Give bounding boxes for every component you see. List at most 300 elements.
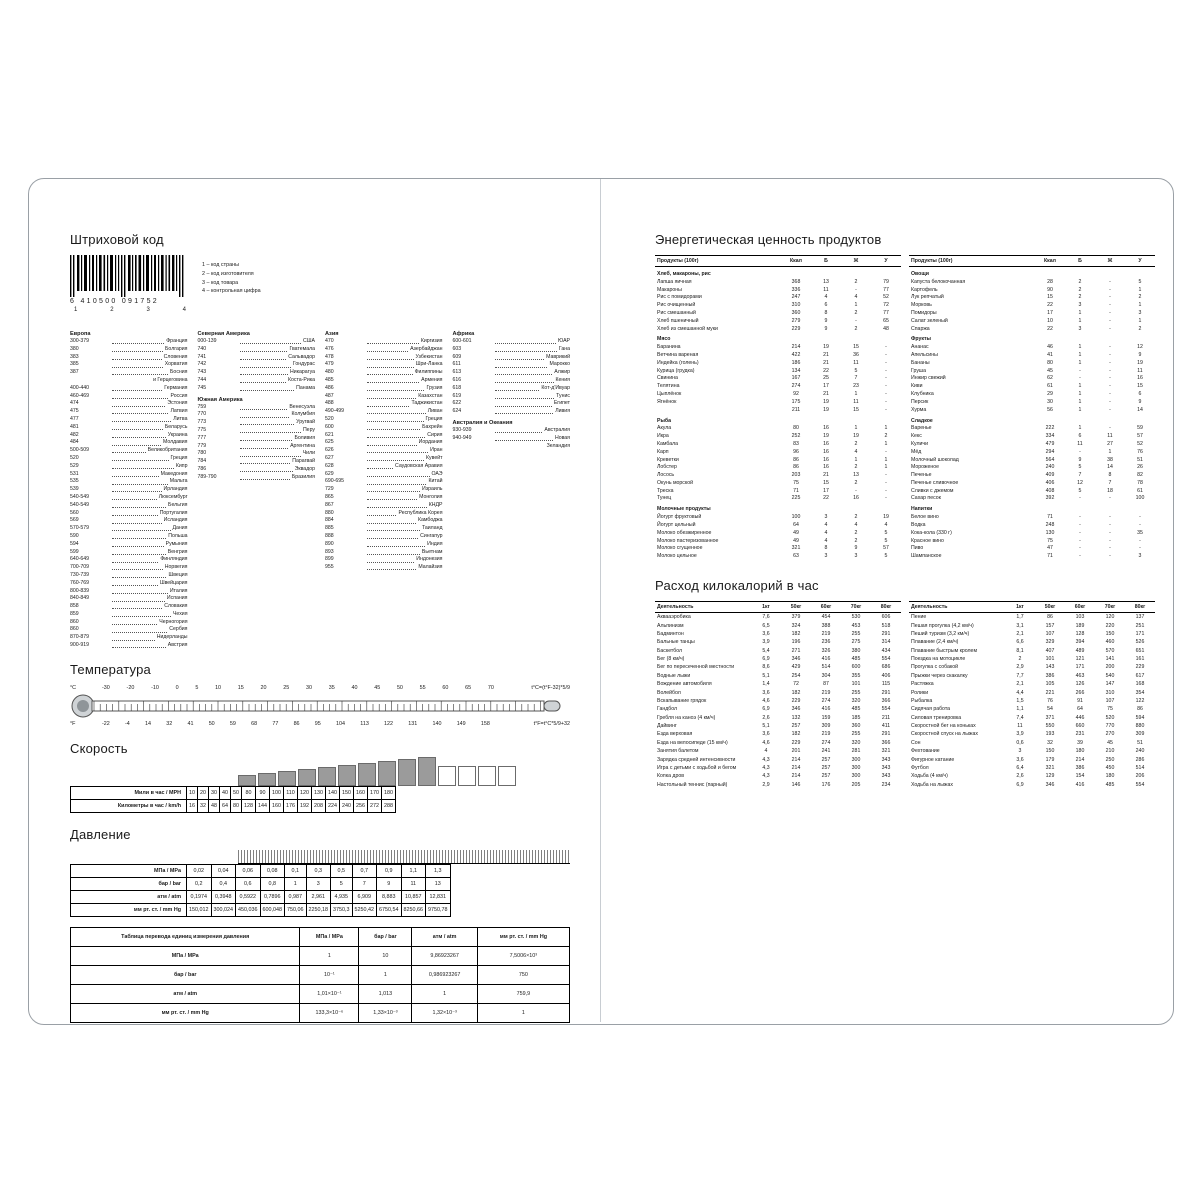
food-name: Ветчина вареная	[657, 352, 699, 359]
country-code: 690-695	[325, 478, 345, 485]
food-value: 1	[1078, 406, 1082, 413]
table-row	[655, 456, 901, 464]
country-code: 594	[70, 540, 79, 547]
activity-name: Ходьба на лыжах	[911, 781, 953, 788]
food-value: -	[1109, 391, 1111, 398]
activity-value: 179	[1045, 756, 1055, 763]
food-value: 16	[823, 448, 829, 455]
country-dots	[240, 435, 293, 441]
food-value: 49	[793, 529, 799, 536]
country-dots	[112, 471, 159, 477]
conversion-header: МПа / MPa	[300, 927, 359, 946]
food-value: 15	[853, 406, 859, 413]
food-value: 334	[1045, 433, 1055, 440]
activity-value: 168	[1135, 681, 1145, 688]
country-dots	[112, 455, 169, 461]
food-value: 2	[854, 278, 858, 285]
table-row	[655, 325, 901, 333]
thermometer-graphic	[70, 693, 570, 719]
food-header: Продукты (100г)	[911, 258, 953, 264]
country-name: Нидерланды	[156, 634, 188, 641]
activity-name: Занятия балетом	[657, 748, 699, 755]
country-row	[70, 439, 188, 447]
food-name: Инжир свежий	[911, 375, 946, 382]
food-value: 22	[823, 495, 829, 502]
country-name: Финляндия	[160, 556, 188, 563]
country-code: 880	[325, 509, 334, 516]
food-table-right	[909, 255, 1155, 560]
pressure-cell: 2250,18	[306, 903, 331, 916]
country-code: 500-509	[70, 447, 90, 454]
food-value: 16	[823, 440, 829, 447]
food-value: 3	[824, 514, 828, 521]
country-row	[198, 458, 316, 466]
activity-value: 411	[881, 723, 891, 730]
food-value: 167	[791, 375, 801, 382]
activity-value: 11	[1017, 723, 1023, 730]
country-name: Греция	[170, 454, 188, 461]
pressure-cell: 3	[306, 877, 331, 890]
table-header-row	[71, 927, 570, 946]
activity-value: 530	[851, 614, 861, 621]
food-value: 48	[883, 325, 889, 332]
food-value: 11	[853, 398, 859, 405]
activity-value: 200	[1105, 664, 1115, 671]
food-value: 5	[884, 537, 888, 544]
table-row	[909, 647, 1155, 655]
pressure-row-label: бар / bar	[71, 877, 187, 890]
country-row	[453, 427, 571, 435]
food-value: 4	[824, 294, 828, 301]
activity-value: 107	[1045, 630, 1055, 637]
food-value: 1	[1078, 317, 1082, 324]
activity-value: 257	[821, 773, 831, 780]
activity-value: 122	[1135, 697, 1145, 704]
food-name: Пиво	[911, 545, 924, 552]
pressure-cell: 0,5	[331, 864, 353, 877]
table-row	[655, 382, 901, 390]
table-row	[909, 448, 1155, 456]
country-dots	[240, 466, 293, 472]
food-name: Лапша яичная	[657, 278, 692, 285]
table-row	[655, 630, 901, 638]
fahrenheit-tick: 95	[314, 720, 321, 727]
page-fold	[600, 179, 601, 1022]
food-value: -	[1079, 514, 1081, 521]
table-row	[655, 301, 901, 309]
table-row	[655, 772, 901, 780]
food-header: Продукты (100г)	[657, 258, 699, 264]
activity-value: 343	[881, 773, 891, 780]
fahrenheit-scale-row	[70, 721, 570, 727]
country-code: 740	[197, 345, 207, 352]
food-value: -	[1109, 302, 1111, 309]
food-header: Ж	[853, 258, 859, 264]
food-value: 13	[823, 278, 829, 285]
country-code: 780	[197, 450, 207, 457]
activity-value: 180	[1075, 748, 1085, 755]
food-name: Молоко цельное	[657, 553, 697, 560]
food-name: Треска	[657, 487, 674, 494]
table-row	[909, 544, 1155, 552]
food-name	[655, 406, 781, 414]
food-value: -	[1109, 537, 1111, 544]
country-row	[70, 393, 188, 401]
country-name: Польша	[168, 532, 188, 539]
food-value: 1	[1078, 310, 1082, 317]
country-dots	[112, 416, 171, 422]
country-name: Венгрия	[167, 548, 188, 555]
country-row	[325, 393, 443, 401]
country-code: 540-549	[70, 501, 90, 508]
table-row	[655, 638, 901, 646]
country-code: 400-440	[70, 384, 90, 391]
food-value: 294	[1045, 448, 1055, 455]
country-code: 760-769	[70, 579, 90, 586]
country-dots	[367, 432, 425, 438]
table-row	[909, 301, 1155, 309]
country-code: 626	[325, 447, 334, 454]
table-row	[909, 294, 1155, 302]
country-column-4	[453, 327, 571, 650]
food-value: 80	[793, 425, 799, 432]
table-row	[909, 513, 1155, 521]
activity-name: Скоростной бег на коньках	[911, 723, 976, 730]
country-dots	[367, 517, 416, 523]
activity-value: 2,9	[1016, 664, 1024, 671]
pressure-cell: 0,04	[211, 864, 236, 877]
speed-cell: 130	[312, 786, 326, 799]
speed-cell: 160	[354, 786, 368, 799]
country-row	[325, 416, 443, 424]
food-name: Спаржа	[911, 325, 930, 332]
table-row	[655, 309, 901, 317]
food-group-row	[655, 332, 901, 343]
activity-value: 600	[851, 664, 861, 671]
pressure-cell: 0,4	[211, 877, 236, 890]
activity-value: 257	[821, 756, 831, 763]
country-row	[453, 361, 571, 369]
country-name: Словения	[163, 353, 188, 360]
food-value: 28	[1047, 278, 1053, 285]
food-value: -	[885, 375, 887, 382]
activity-value: 6,4	[1016, 764, 1024, 771]
food-value: 274	[791, 383, 801, 390]
country-code: 380	[70, 345, 79, 352]
country-row	[325, 517, 443, 525]
food-name: Куличи	[911, 440, 929, 447]
country-name: Кот-д'Ивуар	[541, 384, 570, 391]
pressure-cell: 1,1	[401, 864, 426, 877]
food-group-row	[655, 414, 901, 425]
country-group-head: Австралия и Океания	[452, 419, 513, 426]
food-value: -	[1109, 367, 1111, 374]
country-dots	[367, 416, 424, 422]
food-name: Белое вино	[911, 514, 939, 521]
table-row	[655, 764, 901, 772]
country-dots	[112, 595, 165, 601]
activity-value: 254	[791, 672, 801, 679]
speed-row-label: Мили в час / MPH	[71, 786, 187, 799]
activity-value: 101	[851, 681, 861, 688]
barcode-legend	[202, 255, 261, 313]
speed-table	[70, 786, 396, 813]
country-name: Гватемала	[289, 345, 315, 352]
activity-value: 115	[881, 681, 891, 688]
country-name: Египет	[553, 400, 570, 407]
activity-value: 161	[1135, 656, 1145, 663]
activity-value: 304	[821, 672, 831, 679]
country-code: 800-839	[70, 587, 90, 594]
table-row	[909, 613, 1155, 622]
country-name: КНДР	[428, 501, 443, 508]
activity-value: 594	[1135, 714, 1145, 721]
pressure-cell: 150,012	[187, 903, 212, 916]
food-name: Мороженое	[911, 464, 939, 471]
activity-value: 6,9	[1016, 781, 1024, 788]
country-code	[70, 377, 112, 385]
country-dots	[112, 447, 146, 453]
food-value: 9	[1138, 398, 1142, 405]
activity-value: 150	[1045, 748, 1055, 755]
country-name: Иран	[430, 447, 443, 454]
country-name: Греция	[425, 415, 443, 422]
food-value: 57	[1137, 433, 1143, 440]
pressure-cell: 0,7	[352, 864, 377, 877]
food-value: 65	[883, 317, 889, 324]
country-name: Бразилия	[291, 473, 315, 480]
food-value: 78	[1137, 479, 1143, 486]
country-code: 858	[70, 603, 79, 610]
celsius-tick: -30	[102, 684, 110, 691]
pressure-cell: 8,883	[377, 890, 402, 903]
country-code: 486	[325, 384, 334, 391]
speed-cell: 90	[256, 786, 270, 799]
activity-value: 550	[1045, 723, 1055, 730]
food-value: 14	[1137, 406, 1143, 413]
food-value: 2	[1078, 294, 1082, 301]
activity-value: 147	[1105, 681, 1115, 688]
pressure-cell: 0,06	[236, 864, 261, 877]
activity-name: Вскапывание грядок	[657, 697, 707, 704]
food-value: 6	[1078, 433, 1082, 440]
activity-value: 8,1	[1016, 647, 1024, 654]
activity-value: 220	[1105, 622, 1115, 629]
activity-value: 320	[851, 739, 861, 746]
food-value: 56	[1047, 406, 1053, 413]
speed-cell: 40	[220, 786, 231, 799]
country-name: Эстония	[167, 400, 188, 407]
activity-value: 360	[851, 723, 861, 730]
country-row	[70, 354, 188, 362]
food-value: -	[1109, 375, 1111, 382]
country-name: Латвия	[170, 408, 188, 415]
speed-cell: 64	[220, 799, 231, 812]
activity-value: 540	[1105, 672, 1115, 679]
activity-name: Баскетбол	[657, 647, 683, 654]
table-row	[655, 471, 901, 479]
food-value: 61	[1137, 487, 1143, 494]
conversion-cell: 1,32×10⁻³	[412, 1003, 477, 1022]
country-code: 490-499	[325, 408, 345, 415]
activity-name: Дайвинг	[657, 723, 677, 730]
country-code: 729	[325, 486, 334, 493]
country-row	[198, 385, 316, 393]
activity-value: 489	[1075, 647, 1085, 654]
food-value: 1	[1078, 383, 1082, 390]
food-value: 4	[824, 537, 828, 544]
activity-value: 45	[1107, 739, 1113, 746]
country-dots	[112, 494, 157, 500]
country-name: Эквадор	[294, 465, 315, 472]
food-value: -	[1109, 359, 1111, 366]
country-dots	[112, 541, 164, 547]
celsius-tick: -10	[151, 684, 159, 691]
food-value: 82	[1137, 472, 1143, 479]
food-header: Ж	[1107, 258, 1113, 264]
activity-value: 324	[791, 622, 801, 629]
country-dots	[112, 377, 151, 383]
country-dots	[367, 338, 419, 344]
table-row	[655, 739, 901, 747]
country-row	[325, 533, 443, 541]
food-value: 76	[1137, 448, 1143, 455]
activity-value: 143	[1045, 664, 1055, 671]
table-row	[655, 730, 901, 738]
celsius-tick: 30	[306, 684, 312, 691]
country-code: 900-919	[70, 642, 90, 649]
speed-bar	[258, 773, 276, 786]
conversion-cell: 1	[359, 965, 412, 984]
country-dots	[367, 346, 408, 352]
conversion-cell: 1,33×10⁻³	[359, 1003, 412, 1022]
activity-value: 3,6	[762, 689, 770, 696]
speed-section	[70, 741, 570, 813]
food-value: 38	[1107, 456, 1113, 463]
activity-value: 255	[851, 689, 861, 696]
activity-value: 1,7	[1016, 614, 1024, 621]
fahrenheit-tick: 14	[145, 720, 152, 727]
speed-bar-graphic	[238, 764, 570, 786]
celsius-tick: 60	[442, 684, 449, 691]
country-code: 700-709	[70, 564, 90, 571]
pressure-cell: 4,935	[331, 890, 353, 903]
fahrenheit-tick: 140	[432, 720, 442, 727]
food-value: 3	[1138, 553, 1142, 560]
activity-value: 300	[851, 773, 861, 780]
food-name: Акула	[657, 425, 672, 432]
country-dots	[495, 435, 553, 441]
activity-value: 429	[791, 664, 801, 671]
barcode-index-3: 3	[146, 307, 150, 313]
country-name: Австралия	[544, 426, 570, 433]
celsius-tick: 0	[175, 684, 179, 691]
activity-value: 514	[821, 664, 831, 671]
activity-value: 686	[881, 664, 891, 671]
table-row	[909, 375, 1155, 383]
barcode-legend-2: 2 – код изготовителя	[202, 270, 254, 277]
country-row	[70, 463, 188, 471]
country-name: Таиланд	[421, 525, 443, 532]
pressure-cell: 600,048	[260, 903, 285, 916]
country-name: Германия	[164, 384, 188, 391]
barcode-legend-3: 3 – код товара	[202, 279, 239, 286]
country-name: Таджикистан	[411, 400, 443, 407]
food-value: -	[1079, 448, 1081, 455]
country-code: 789-790	[197, 473, 217, 480]
country-row	[70, 408, 188, 416]
food-value: 214	[791, 344, 801, 351]
food-value: 16	[853, 495, 859, 502]
food-name: Киви	[911, 383, 923, 390]
country-code: 779	[197, 442, 207, 449]
food-value: 16	[1137, 375, 1143, 382]
country-row	[453, 435, 571, 443]
activity-value: 320	[851, 697, 861, 704]
country-dots	[367, 408, 426, 414]
country-code: 888	[325, 532, 334, 539]
activity-value: 291	[881, 630, 891, 637]
activity-value: 2	[1018, 656, 1022, 663]
food-value: 64	[793, 521, 799, 528]
food-value: 1	[884, 464, 888, 471]
table-row	[909, 730, 1155, 738]
country-row	[70, 369, 188, 377]
food-value: 1	[884, 425, 888, 432]
food-value: 2	[1078, 278, 1082, 285]
country-row	[453, 369, 571, 377]
country-dots	[367, 471, 430, 477]
food-name: Курица (грудка)	[657, 367, 695, 374]
country-dots	[240, 443, 289, 449]
table-row	[655, 513, 901, 521]
food-value: 9	[1078, 456, 1082, 463]
fahrenheit-tick: 113	[360, 720, 369, 727]
country-name: Панама	[296, 384, 315, 391]
pressure-cell: 3750,3	[331, 903, 353, 916]
table-row	[655, 343, 901, 351]
country-code: 743	[197, 369, 207, 376]
food-value: 368	[791, 278, 801, 285]
conversion-row-label: мм рт. ст. / mm Hg	[71, 1003, 300, 1022]
activity-value: 291	[881, 731, 891, 738]
activity-value: 380	[851, 647, 861, 654]
food-value: 8	[1108, 472, 1112, 479]
food-name: Красное вино	[911, 537, 944, 544]
pressure-cell: 0,5922	[236, 890, 261, 903]
country-dots	[112, 517, 162, 523]
food-name: Бананы	[911, 359, 930, 366]
country-name: Узбекистан	[415, 353, 443, 360]
table-header-row	[909, 256, 1155, 267]
country-name: Болгария	[165, 345, 188, 352]
food-value: -	[885, 398, 887, 405]
activity-name: Волейбол	[657, 689, 681, 696]
country-name: Люксембург	[158, 493, 188, 500]
food-value: 52	[1137, 440, 1143, 447]
food-value: 5	[884, 529, 888, 536]
speed-bar	[498, 766, 516, 786]
country-group-head: Северная Америка	[197, 331, 250, 337]
food-group-row	[655, 267, 901, 279]
table-row	[655, 278, 901, 286]
country-dots	[367, 377, 419, 383]
country-code: 773	[197, 419, 207, 426]
activity-value: 250	[1105, 756, 1115, 763]
country-code: 899	[325, 556, 334, 563]
celsius-tick: -20	[126, 684, 135, 691]
fahrenheit-tick: 86	[293, 720, 300, 727]
